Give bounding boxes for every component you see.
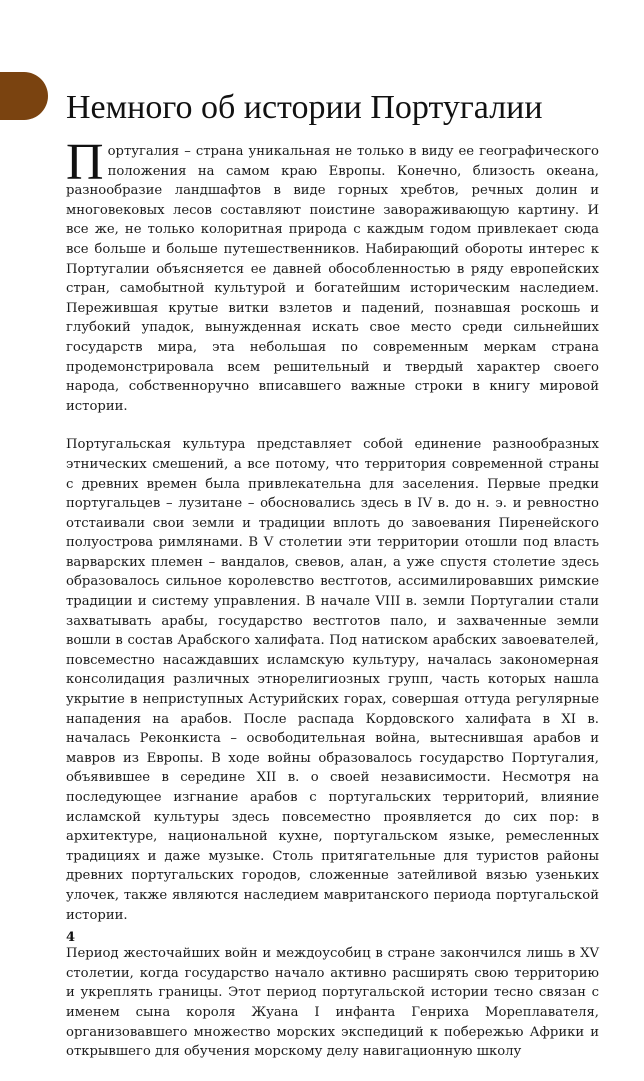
paragraph-2: Португальская культура представляет собой единение разнообразных этнических смешений, а все потому, что территория современной страны с древних времен была привлекательна для заселения. Первые предки португальцев – лузитане – обосновались здесь в IV в. до н. э. и ревностно отстаивали свои земли и традиции вплоть до завоевания Пиренейского полуострова римлянами. В V столетии эти территории отошли под власть варварских племен – вандалов, свевов, алан, а уже спустя столетие здесь образовалось сильное королевство вестготов, ассимилировавших римские традиции и систему управления. В начале VIII в. земли Португалии стали захватывать арабы, государство вестготов пало, и захваченные земли вошли в состав Арабского халифата. Под натиском арабских завоевателей, повсеместно насаждавших исламскую культуру, началась закономерная консолидация различных этнорелигиозных групп, часть которых нашла укрытие в неприступных Астурийских горах, совершая оттуда регулярные нападения на арабов. После распада Кордовского халифата в XI в. началась Реконкиста – освободительная война, вытеснившая арабов и мавров из Европы. В ходе войны образовалось государство Португалия, объявившее в середине XII в. о своей независимости. Несмотря на последующее изгнание арабов с португальских территорий, влияние исламской культуры здесь повсеместно проявляется до сих пор: в архитектуре, национальной кухне, португальском языке, ремесленных традициях и даже музыке. Столь притягательные для туристов районы древних португальских городов, сложенные затейливой вязью узеньких улочек, также являются наследием мавританского периода португальской истории. <box>66 437 599 923</box>
drop-cap: П <box>66 134 104 191</box>
paragraph-1 <box>66 134 599 416</box>
paragraph-3: Период жесточайших войн и междоусобиц в стране закончился лишь в XV столетии, когда государство начало активно расширять свою территорию и укреплять границы. Этот период португальской истории тесно связан с именем сына короля Жуана I инфанта Генриха Мореплавателя, организовавшего множество морских экспедиций к побережью Африки и открывшего для обучения морскому делу навигационную школу <box>66 946 599 1060</box>
body-text <box>66 134 599 1081</box>
page-number: 4 <box>66 930 76 945</box>
chapter-title: Немного об истории Португалии <box>66 89 543 126</box>
paragraph-1-text: ортугалия – страна уникальная не только в виду ее географического положения на самом краю Европы. Конечно, близость океана, разнообразие ландшафтов в виде горных хребтов, речных долин и многовековых лесов составляют поистине завораживающую картину. И все же, не только колоритная природа с каждым годом привлекает сюда все больше и больше путешественников. Набирающий обороты интерес к Португалии объясняется ее давней обособленностью в ряду европейских стран, самобытной культурой и богатейшим историческим наследием. Пережившая крутые витки взлетов и падений, познавшая роскошь и глубокий упадок, вынужденная искать свое место среди сильнейших государств мира, эта небольшая по современным меркам страна продемонстрировала всем решительный и твердый характер своего народа, собственноручно вписавшего важные строки в книгу мировой истории. <box>66 144 599 414</box>
chapter-tab-marker <box>0 72 48 120</box>
